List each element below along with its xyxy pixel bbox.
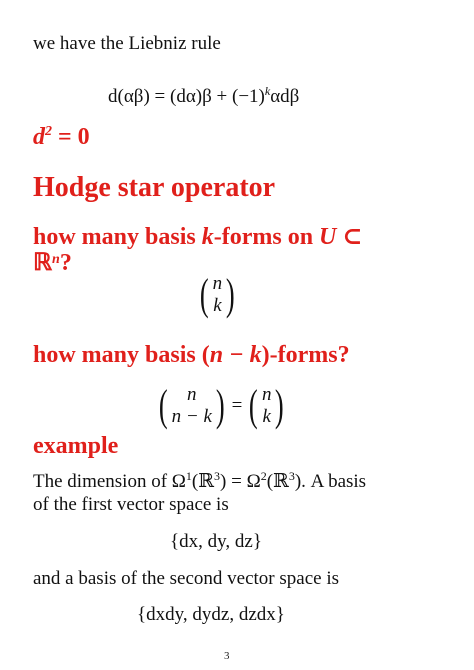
d-exponent: 2 [45,124,52,139]
d-base: d [33,124,45,150]
paragraph-1-line-2: of the first vector space is [33,494,229,515]
intro-text: we have the Liebniz rule [33,33,221,54]
p1-c: ) = Ω [220,471,261,492]
p1-b: (ℝ [191,471,215,492]
q1-text-b: -forms on [213,224,320,250]
q1-U: U [319,224,337,250]
d-squared-heading [33,124,90,151]
leibniz-exponent: k [264,84,271,98]
p1-a: The dimension of Ω [33,471,186,492]
paragraph-2: and a basis of the second vector space is [33,568,340,589]
binom2-right-top: n [261,384,272,405]
leibniz-lhs: d(αβ) [108,86,150,107]
binom1-bottom: k [213,295,222,316]
leibniz-eq: = [149,86,170,107]
binom1-top: n [212,273,223,294]
question-1-line-2 [33,248,72,277]
d-rest: = 0 [52,124,90,150]
q1-n: n [52,252,60,267]
binom2-left-top: n [187,384,197,405]
p1-e: ). A basis [294,471,367,492]
q2-text-b: )-forms? [261,342,350,368]
binom2-left-bottom: n − k [171,406,212,427]
left-paren: ( [199,270,209,319]
right-paren: ) [275,381,285,430]
binom2-eq: = [231,395,243,416]
leibniz-equation [108,86,299,108]
paragraph-1-line-1 [33,470,366,493]
binomial-n-k [197,270,238,319]
leibniz-rhs-a: (dα)β + (−1) [170,86,265,107]
q1-subset: ⊂ [336,224,363,250]
q1-text-a: how many basis [33,224,202,250]
question-1-line-1 [33,221,363,251]
left-paren: ( [249,381,259,430]
p1-sup2: 3 [214,469,221,483]
question-2 [33,342,350,369]
page-number: 3 [224,650,230,662]
hodge-title: Hodge star operator [33,172,276,203]
binomial-identity [156,381,287,430]
binom2-right-bottom: k [262,406,271,427]
example-heading: example [33,433,119,459]
q1-qmark: ? [59,250,72,276]
q2-text-a: how many basis ( [33,342,210,368]
p1-d: (ℝ [266,471,289,492]
q1-k: k [201,224,214,250]
right-paren: ) [215,381,225,430]
basis-set-2: {dxdy, dydz, dzdx} [137,604,285,625]
p1-sup3: 2 [260,469,267,483]
q1-R: ℝ [33,250,53,276]
p1-sup1: 1 [185,469,192,483]
right-paren: ) [226,270,235,319]
p1-sup4: 3 [288,469,295,483]
left-paren: ( [158,381,168,430]
basis-set-1: {dx, dy, dz} [170,531,262,552]
leibniz-rhs-b: αdβ [270,86,300,107]
q2-nk: n − k [209,342,262,368]
